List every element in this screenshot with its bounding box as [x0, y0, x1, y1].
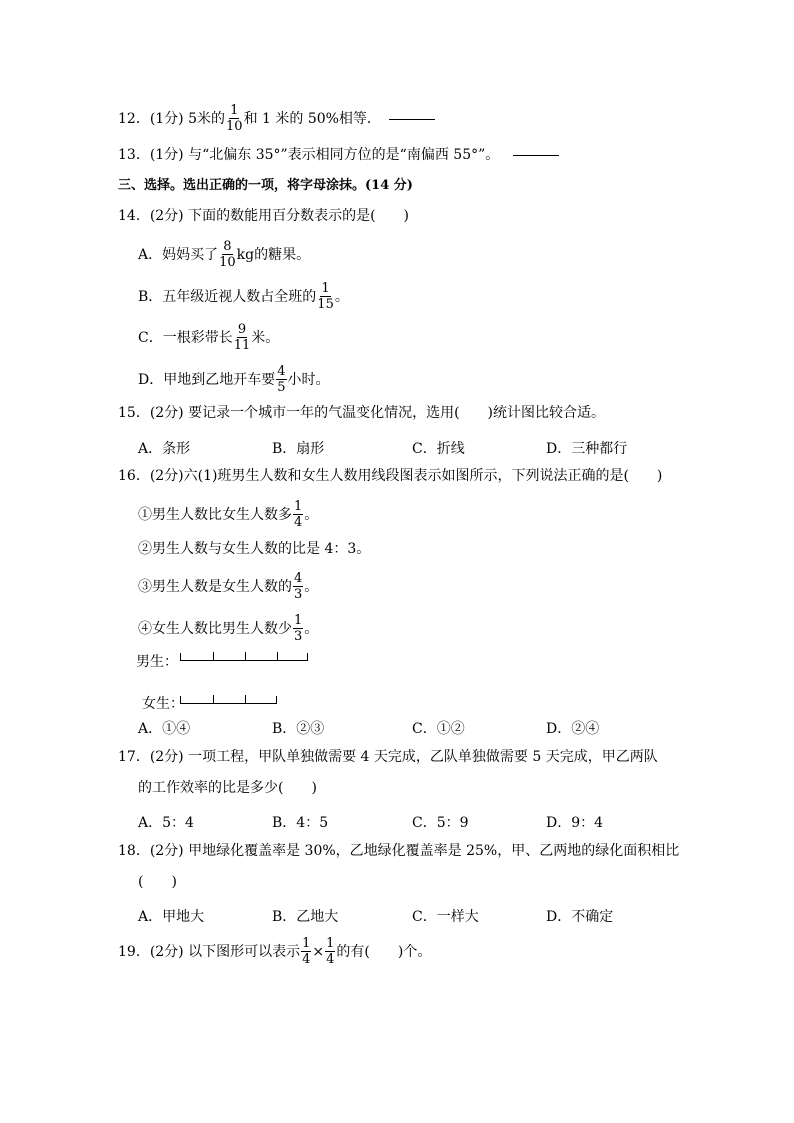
q17-option-d[interactable]: D．9：4: [546, 815, 604, 831]
question-17: 17．(2分) 一项工程，甲队单独做需要 4 天完成，乙队单独做需要 5 天完成，甲乙两队: [118, 749, 658, 765]
q12-rest: 和 1 米的 50%相等．: [243, 110, 381, 127]
section-title: 三、选择。选出正确的一项，将字母涂抹。(14 分): [118, 178, 413, 193]
fraction: $\frac{1}{3}$: [294, 613, 303, 644]
q17-option-c[interactable]: C．5：9: [412, 815, 469, 831]
question-18-cont: ( ): [138, 874, 177, 890]
q14-option-a[interactable]: A．妈妈买了 $\frac{8}{10}$ kg的糖果。: [138, 239, 311, 270]
fraction: $\frac{1}{15}$: [317, 281, 334, 312]
boys-segment: [180, 653, 308, 661]
q15-option-d[interactable]: D．三种都行: [546, 441, 628, 457]
q12-text: 12．(1分) 5米的: [118, 110, 226, 127]
q16-option-c[interactable]: C．①②: [412, 721, 465, 737]
q16-option-b[interactable]: B．②③: [272, 721, 325, 737]
answer-blank[interactable]: [513, 154, 559, 156]
times-sign: ×: [312, 943, 325, 960]
fraction: $\frac{8}{10}$: [219, 239, 236, 270]
fraction: $\frac{4}{3}$: [294, 571, 303, 602]
q18-option-c[interactable]: C．一样大: [412, 909, 479, 925]
question-17-cont: 的工作效率的比是多少( ): [138, 780, 317, 796]
q15-option-a[interactable]: A．条形: [138, 441, 191, 457]
q16-option-a[interactable]: A．①④: [138, 721, 191, 737]
q18-option-d[interactable]: D．不确定: [546, 909, 614, 925]
fraction: $\frac{9}{11}$: [233, 322, 251, 353]
fraction: $\frac{1}{4}$: [302, 936, 311, 967]
q16-statement-4: ④女生人数比男生人数少 $\frac{1}{3}$ 。: [138, 613, 319, 644]
fraction: $\frac{1}{10}$: [226, 103, 243, 134]
question-15: 15．(2分) 要记录一个城市一年的气温变化情况，选用( )统计图比较合适。: [118, 405, 606, 421]
q14-option-d[interactable]: D．甲地到乙地开车要 $\frac{4}{5}$ 小时。: [138, 364, 330, 395]
q16-option-d[interactable]: D．②④: [546, 721, 600, 737]
answer-blank[interactable]: [389, 118, 435, 120]
question-16: 16．(2分)六(1)班男生人数和女生人数用线段图表示如图所示，下列说法正确的是( ): [118, 468, 663, 484]
q15-option-b[interactable]: B．扇形: [272, 441, 325, 457]
q14-option-c[interactable]: C．一根彩带长 $\frac{9}{11}$ 米。: [138, 322, 280, 353]
q16-statement-1: ①男生人数比女生人数多 $\frac{1}{4}$ 。: [138, 499, 319, 530]
question-14: 14．(2分) 下面的数能用百分数表示的是( ): [118, 208, 410, 224]
fraction: $\frac{1}{4}$: [326, 936, 335, 967]
boys-label: 男生：: [136, 654, 178, 670]
q18-option-b[interactable]: B．乙地大: [272, 909, 339, 925]
question-19: 19．(2分) 以下图形可以表示 $\frac{1}{4}$ × $\frac{1}{4}$ 的有( )个。: [118, 936, 432, 967]
fraction: $\frac{1}{4}$: [294, 499, 303, 530]
q16-statement-2: ②男生人数与女生人数的比是 4：3。: [138, 541, 371, 557]
girls-segment: [180, 696, 277, 704]
q13-text: 13．(1分) 与“北偏东 35°”表示相同方位的是“南偏西 55°”。: [118, 147, 500, 163]
q17-option-a[interactable]: A．5：4: [138, 815, 194, 831]
fraction: $\frac{4}{5}$: [277, 364, 286, 395]
q14-option-b[interactable]: B．五年级近视人数占全班的 $\frac{1}{15}$ 。: [138, 281, 349, 312]
question-13: [118, 148, 559, 162]
question-12: [118, 104, 435, 133]
q17-option-b[interactable]: B．4：5: [272, 815, 329, 831]
q15-option-c[interactable]: C．折线: [412, 441, 465, 457]
q18-option-a[interactable]: A．甲地大: [138, 909, 205, 925]
q16-statement-3: ③男生人数是女生人数的 $\frac{4}{3}$ 。: [138, 571, 319, 602]
question-18: 18．(2分) 甲地绿化覆盖率是 30%，乙地绿化覆盖率是 25%，甲、乙两地的绿化面积相比: [118, 843, 680, 859]
girls-label: 女生：: [142, 696, 184, 712]
